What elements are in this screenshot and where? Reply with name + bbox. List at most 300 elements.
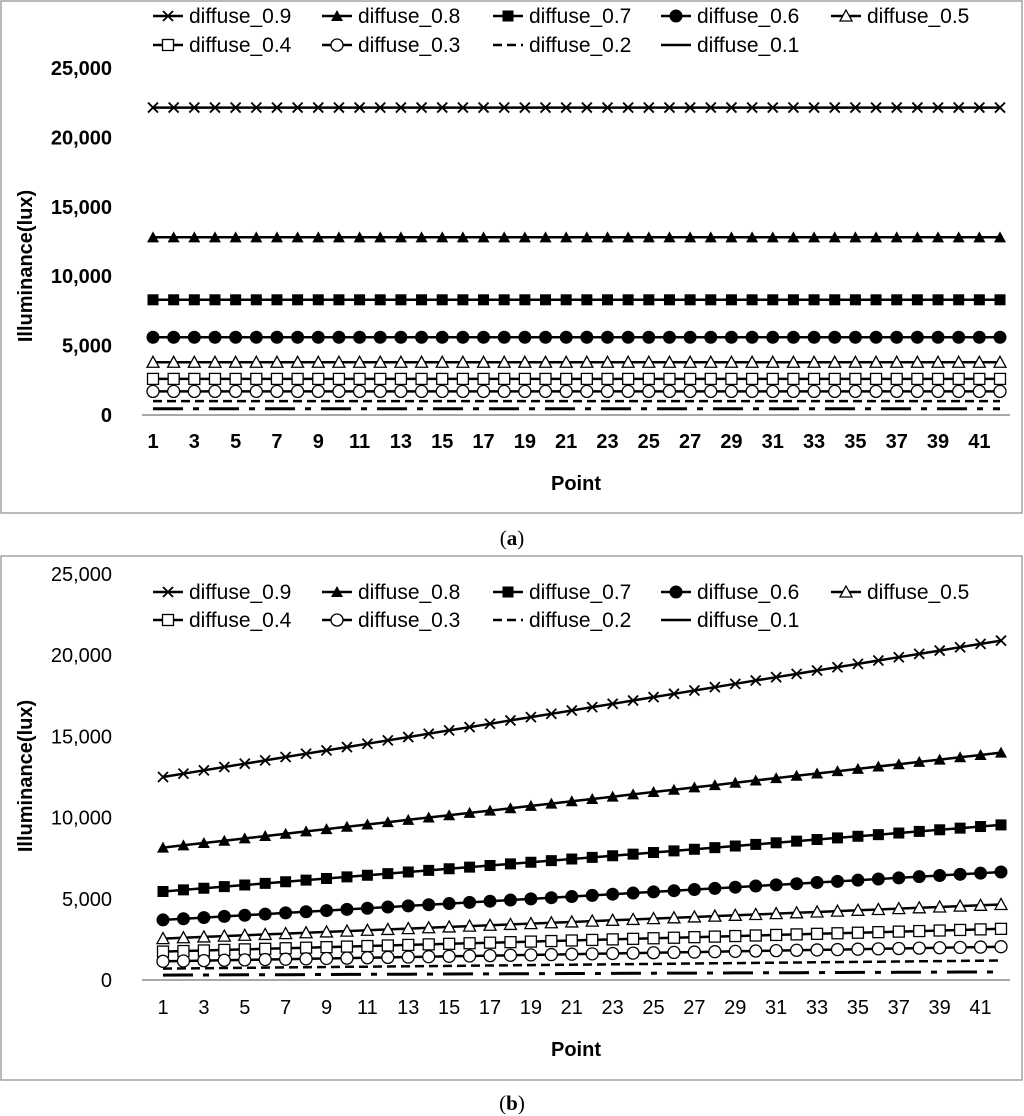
data-point [539,331,552,344]
legend-marker [670,586,683,599]
data-point [812,928,823,939]
data-point [525,857,536,868]
data-point [893,828,904,839]
series-line [163,972,1001,975]
legend-marker [670,10,683,23]
legend-label: diffuse_0.5 [867,5,970,28]
series-diffuse_0.9 [148,103,1005,113]
legend-item [831,581,969,604]
data-point [561,294,572,305]
data-point [648,947,660,959]
data-point [627,887,640,900]
x-tick-label: 25 [642,997,665,1019]
x-tick-label: 41 [969,997,992,1019]
data-point [891,294,902,305]
caption-a-label: a [506,526,518,550]
data-point [478,385,490,397]
data-point [849,385,861,397]
data-point [320,904,333,917]
legend-label: diffuse_0.8 [358,581,461,604]
data-point [892,871,905,884]
data-point [891,373,902,384]
data-point [423,939,434,950]
data-point [560,385,572,397]
legend-label: diffuse_0.1 [697,34,800,57]
data-point [622,331,635,344]
data-point [995,373,1006,384]
y-tick-label: 20,000 [50,127,112,150]
data-point [209,385,221,397]
data-point [933,869,946,882]
data-point [995,294,1006,305]
data-point [238,909,251,922]
legend-label: diffuse_0.2 [529,609,632,632]
data-point [705,373,716,384]
y-tick-label: 25,000 [50,564,112,586]
x-tick-label: 29 [724,997,747,1019]
data-point [478,373,489,384]
caption-a: (a) [499,526,525,550]
data-point [168,373,179,384]
data-point [934,925,945,936]
data-point [519,373,530,384]
data-point [341,871,352,882]
data-point [260,878,271,889]
data-point [996,819,1007,830]
data-point [974,373,985,384]
data-point [852,943,864,955]
data-point [300,953,312,965]
data-point [147,331,160,344]
data-point [437,294,448,305]
data-point [374,331,387,344]
data-point [280,953,292,965]
data-point [787,331,800,344]
data-point [209,294,220,305]
data-point [423,865,434,876]
data-point [581,385,593,397]
data-point [914,826,925,837]
legend-item [493,581,631,604]
data-point [872,873,885,886]
legend-label: diffuse_0.7 [529,5,632,28]
data-point [499,373,510,384]
data-point [725,331,738,344]
data-point [260,943,271,954]
data-point [229,331,242,344]
data-point [566,948,578,960]
data-point [443,897,456,910]
legend-label: diffuse_0.1 [697,609,800,632]
y-tick-label: 10,000 [50,266,112,289]
data-point [444,863,455,874]
legend-label: diffuse_0.4 [189,34,292,57]
data-point [177,912,190,925]
data-point [587,852,598,863]
data-point [994,331,1007,344]
x-tick-label: 33 [805,997,829,1019]
data-point [403,939,414,950]
data-point [850,294,861,305]
y-tick-label: 10,000 [50,807,112,830]
data-point [601,385,613,397]
legend-item [153,5,291,28]
legend-item [322,609,460,632]
data-point [581,294,592,305]
data-point [832,832,843,843]
data-point [498,331,511,344]
legend-label: diffuse_0.5 [867,581,970,604]
x-tick-label: 37 [887,997,910,1019]
data-point [750,945,762,957]
data-point [708,882,721,895]
data-point [623,373,634,384]
legend-label: diffuse_0.6 [697,581,800,604]
data-point [729,881,742,894]
data-point [914,926,925,937]
x-tick-label: 21 [555,431,578,453]
data-point [587,934,598,945]
data-point [271,294,282,305]
legend-item [661,5,799,28]
data-point [829,373,840,384]
x-tick-label: 23 [596,431,619,453]
data-point [354,385,366,397]
data-point [464,862,475,873]
x-tick-label: 11 [349,431,371,453]
data-point [361,952,373,964]
data-point [933,294,944,305]
legend-label: diffuse_0.4 [189,609,292,632]
data-point [787,385,799,397]
y-tick-labels [51,58,112,427]
x-tick-labels [147,431,990,453]
legend [153,581,969,632]
data-point [664,294,675,305]
data-point [893,942,905,954]
data-point [954,868,967,881]
data-point [606,888,619,901]
x-tick-label: 33 [802,431,826,453]
data-point [730,931,741,942]
data-point [519,385,531,397]
x-tick-label: 39 [928,997,951,1019]
y-tick-label: 0 [100,405,112,427]
x-tick-labels [157,997,991,1019]
data-point [688,946,700,958]
data-point [333,373,344,384]
y-tick-label: 15,000 [50,196,112,219]
data-point [332,331,345,344]
series-diffuse_0.9 [158,636,1006,782]
data-point [873,927,884,938]
data-point [974,294,985,305]
data-point [954,941,966,953]
data-point [709,931,720,942]
data-point [771,837,782,848]
data-point [668,946,680,958]
data-point [850,373,861,384]
data-point [518,331,531,344]
data-point [395,294,406,305]
data-point [505,937,516,948]
legend-item [831,5,969,28]
data-point [381,901,394,914]
data-point [259,954,271,966]
x-tick-label: 9 [312,431,324,453]
legend-item [322,5,460,28]
data-point [973,385,985,397]
legend-item [153,581,291,604]
data-point [198,883,209,894]
data-point [766,331,779,344]
data-point [504,949,516,961]
data-point [271,385,283,397]
legend-item [493,609,631,632]
data-point [911,331,924,344]
data-point [436,331,449,344]
data-point [622,385,634,397]
data-point [189,373,200,384]
data-point [689,932,700,943]
legend [153,5,969,57]
data-point [952,331,965,344]
data-point [259,908,272,921]
data-point [643,294,654,305]
data-point [394,331,407,344]
x-tick-label: 15 [431,431,454,453]
data-point [767,385,779,397]
data-point [375,294,386,305]
data-point [354,294,365,305]
data-point [852,927,863,938]
data-point [402,951,414,963]
data-point [341,941,352,952]
data-point [911,385,923,397]
data-point [208,331,221,344]
x-tick-label: 1 [147,431,159,453]
x-tick-label: 41 [968,431,991,453]
data-point [974,867,987,880]
legend-marker [503,587,514,598]
data-point [457,385,469,397]
data-point [602,373,613,384]
series-layer [157,636,1008,976]
data-point [197,911,210,924]
x-tick-label: 31 [761,431,784,453]
data-point [808,385,820,397]
legend-item [661,609,799,632]
data-point [933,373,944,384]
legend-label: diffuse_0.8 [358,5,461,28]
data-point [767,373,778,384]
series-layer [147,103,1007,409]
y-tick-label: 15,000 [50,726,112,749]
legend-label: diffuse_0.7 [529,581,632,604]
y-tick-label: 0 [100,970,112,992]
data-point [219,881,230,892]
x-tick-label: 9 [320,997,333,1019]
x-tick-label: 39 [926,431,950,453]
data-point [871,373,882,384]
data-point [375,373,386,384]
data-point [602,294,613,305]
data-point [831,875,844,888]
caption-b: (b) [499,1091,525,1115]
data-point [994,385,1006,397]
data-point [852,831,863,842]
series-diffuse_0.4 [148,373,1006,384]
data-point [705,385,717,397]
data-point [627,947,639,959]
data-point [464,950,476,962]
data-point [422,898,435,911]
data-point [333,294,344,305]
data-point [566,854,577,865]
data-point [566,935,577,946]
data-point [239,944,250,955]
data-point [382,868,393,879]
legend-item [322,581,460,604]
data-point [457,294,468,305]
data-point [198,955,210,967]
x-tick-label: 21 [560,997,583,1019]
data-point [148,294,159,305]
data-point [973,331,986,344]
data-point [667,884,680,897]
data-point [934,824,945,835]
data-point [750,930,761,941]
x-tick-label: 1 [157,997,169,1019]
x-tick-label: 15 [438,997,461,1019]
data-point [178,884,189,895]
data-point [890,331,903,344]
data-point [829,385,841,397]
data-point [457,373,468,384]
data-point [832,928,843,939]
data-point [251,373,262,384]
x-tick-label: 25 [637,431,660,453]
data-point [147,385,159,397]
x-tick-label: 7 [271,431,283,453]
data-point [648,933,659,944]
data-point [934,942,946,954]
data-point [271,373,282,384]
y-axis-title: Illuminance(lux) [15,189,37,343]
data-point [849,331,862,344]
data-point [437,373,448,384]
data-point [485,860,496,871]
x-tick-label: 13 [389,431,413,453]
data-point [770,878,783,891]
data-point [525,936,536,947]
legend-marker [331,614,343,626]
data-point [709,842,720,853]
data-point [230,294,241,305]
data-point [148,373,159,384]
data-point [456,331,469,344]
data-point [580,331,593,344]
data-point [540,385,552,397]
data-point [436,385,448,397]
data-point [546,936,557,947]
x-tick-label: 27 [683,997,706,1019]
data-point [545,949,557,961]
data-point [809,373,820,384]
data-point [382,951,394,963]
data-point [704,331,717,344]
data-point [279,906,292,919]
series-diffuse_0.8 [147,231,1006,242]
data-point [808,331,821,344]
data-point [747,294,758,305]
data-point [995,866,1008,879]
legend-label: diffuse_0.3 [358,609,461,632]
data-point [643,373,654,384]
legend-item [661,34,799,57]
data-point [239,954,251,966]
data-point [873,829,884,840]
data-point [546,855,557,866]
data-point [292,294,303,305]
data-point [771,929,782,940]
series-diffuse_0.3 [147,385,1006,397]
data-point [312,331,325,344]
data-point [663,331,676,344]
data-point [301,875,312,886]
data-point [270,331,283,344]
data-point [251,294,262,305]
data-point [953,373,964,384]
data-point [791,836,802,847]
data-point [689,844,700,855]
legend-marker [163,40,174,51]
data-point [403,867,414,878]
data-point [444,938,455,949]
data-point [955,823,966,834]
series-diffuse_0.6 [147,331,1007,344]
data-point [354,373,365,384]
data-point [912,294,923,305]
data-point [932,331,945,344]
x-tick-label: 35 [844,431,867,453]
legend-item [661,581,799,604]
data-point [167,331,180,344]
data-point [586,948,598,960]
data-point [643,385,655,397]
data-point [230,385,242,397]
legend-item [322,34,460,57]
data-point [188,385,200,397]
data-point [607,934,618,945]
data-point [975,821,986,832]
series-line [163,641,1001,777]
data-point [312,385,324,397]
y-tick-label: 20,000 [50,645,112,668]
x-tick-label: 31 [765,997,788,1019]
legend-label: diffuse_0.9 [189,5,292,28]
x-tick-label: 19 [519,997,543,1019]
data-point [767,294,778,305]
data-point [788,373,799,384]
data-point [955,924,966,935]
data-point [301,942,312,953]
data-point [726,294,737,305]
caption-b-label: b [506,1091,518,1115]
data-point [953,385,965,397]
data-point [647,885,660,898]
series-diffuse_0.6 [157,866,1008,927]
